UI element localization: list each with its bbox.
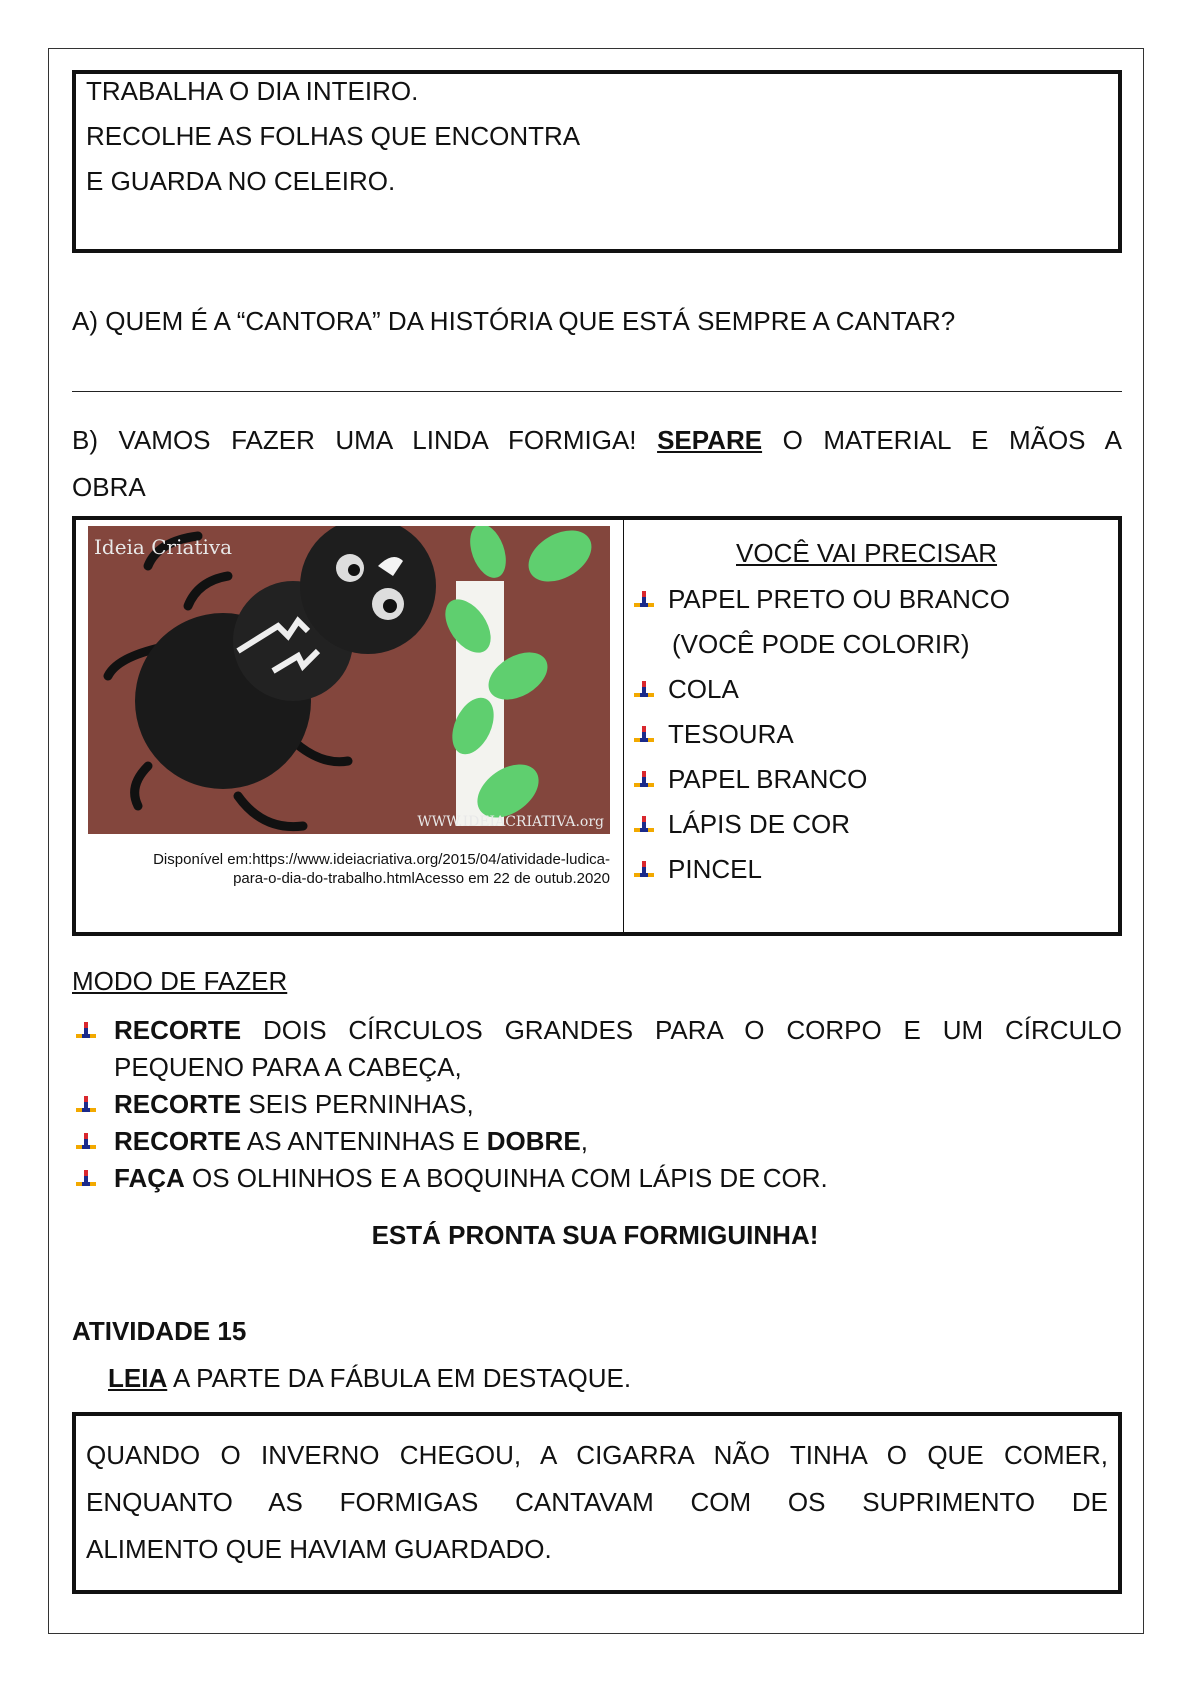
instruction-rest: A PARTE DA FÁBULA EM DESTAQUE. [173, 1363, 632, 1393]
material-item [634, 764, 867, 795]
fable-line: ALIMENTO QUE HAVIAM GUARDADO. [86, 1534, 552, 1564]
step-item [76, 1089, 474, 1120]
step-rest: DOIS CÍRCULOS GRANDES PARA O CORPO E UM CÍRCULO [262, 1015, 1122, 1045]
step-item [76, 1126, 588, 1157]
question-b [72, 425, 1122, 456]
step-text [114, 1089, 474, 1120]
material-label: PAPEL BRANCO [668, 764, 868, 794]
material-label: LÁPIS DE COR [668, 809, 851, 839]
material-item-continuation: (VOCÊ PODE COLORIR) [672, 629, 970, 659]
material-item [634, 809, 850, 840]
material-item [634, 854, 762, 885]
question-b-line2: OBRA [72, 472, 146, 502]
fable-line: ENQUANTO AS FORMIGAS CANTAVAM COM OS SUPRIMENTO DE [86, 1487, 1108, 1517]
bullet-icon [634, 861, 654, 881]
poem-line: RECOLHE AS FOLHAS QUE ENCONTRA [86, 121, 581, 151]
poem-line: E GUARDA NO CELEIRO. [86, 166, 396, 196]
bullet-icon [634, 591, 654, 611]
fable-box [72, 1412, 1122, 1594]
final-message: ESTÁ PRONTA SUA FORMIGUINHA! [371, 1220, 819, 1250]
step-verb: RECORTE [114, 1126, 242, 1156]
step-rest: SEIS PERNINHAS, [248, 1089, 474, 1119]
step-verb: RECORTE [114, 1015, 242, 1045]
photo-watermark-bottom: WWW.IDEIACRIATIVA.org [417, 814, 604, 830]
bullet-icon [76, 1096, 96, 1116]
photo-caption [88, 850, 610, 888]
question-b-prefix: B) VAMOS FAZER UMA LINDA FORMIGA! [72, 425, 637, 455]
bullet-icon [634, 771, 654, 791]
step-item [76, 1015, 1122, 1046]
step-verb: RECORTE [114, 1089, 242, 1119]
caption-line: Disponível em:https://www.ideiacriativa.org/2015/04/atividade-ludica- [153, 851, 610, 868]
fable-line: QUANDO O INVERNO CHEGOU, A CIGARRA NÃO TINHA O QUE COMER, [86, 1440, 1108, 1470]
caption-line: para-o-dia-do-trabalho.htmlAcesso em 22 de outub.2020 [233, 870, 610, 887]
poem-box [72, 70, 1122, 253]
activity-instruction [108, 1363, 631, 1394]
question-a: A) QUEM É A “CANTORA” DA HISTÓRIA QUE ESTÁ SEMPRE A CANTAR? [72, 306, 956, 336]
step-verb: DOBRE [486, 1126, 581, 1156]
bullet-icon [76, 1133, 96, 1153]
step-item [76, 1163, 828, 1194]
activity-title: ATIVIDADE 15 [72, 1316, 247, 1346]
bullet-icon [76, 1022, 96, 1042]
materials-title: VOCÊ VAI PRECISAR [736, 538, 998, 568]
step-rest: AS ANTENINHAS E [246, 1126, 480, 1156]
poem-line: TRABALHA O DIA INTEIRO. [86, 76, 419, 106]
step-text [114, 1126, 588, 1157]
step-continuation: PEQUENO PARA A CABEÇA, [114, 1052, 462, 1082]
materials-table [72, 516, 1122, 936]
step-text [114, 1015, 1122, 1046]
step-rest: , [580, 1126, 588, 1156]
material-label: TESOURA [668, 719, 794, 749]
bullet-icon [76, 1170, 96, 1190]
ant-craft-photo [88, 526, 610, 834]
material-item [634, 719, 794, 750]
question-b-suffix: O MATERIAL E MÃOS A [782, 425, 1122, 455]
step-text [114, 1163, 828, 1194]
photo-watermark-top: Ideia Criativa [94, 535, 233, 559]
material-label: PAPEL PRETO OU BRANCO [668, 584, 1010, 614]
bullet-icon [634, 816, 654, 836]
material-item [634, 674, 739, 705]
step-verb: FAÇA [114, 1163, 185, 1193]
answer-line[interactable] [72, 391, 1122, 392]
steps-title: MODO DE FAZER [72, 966, 288, 996]
step-rest: OS OLHINHOS E A BOQUINHA COM LÁPIS DE COR. [192, 1163, 828, 1193]
bullet-icon [634, 681, 654, 701]
material-label: PINCEL [668, 854, 762, 884]
instruction-verb: LEIA [108, 1363, 168, 1393]
question-b-verb: SEPARE [657, 425, 763, 455]
material-item [634, 584, 1010, 615]
material-label: COLA [668, 674, 739, 704]
table-divider [623, 520, 624, 932]
bullet-icon [634, 726, 654, 746]
